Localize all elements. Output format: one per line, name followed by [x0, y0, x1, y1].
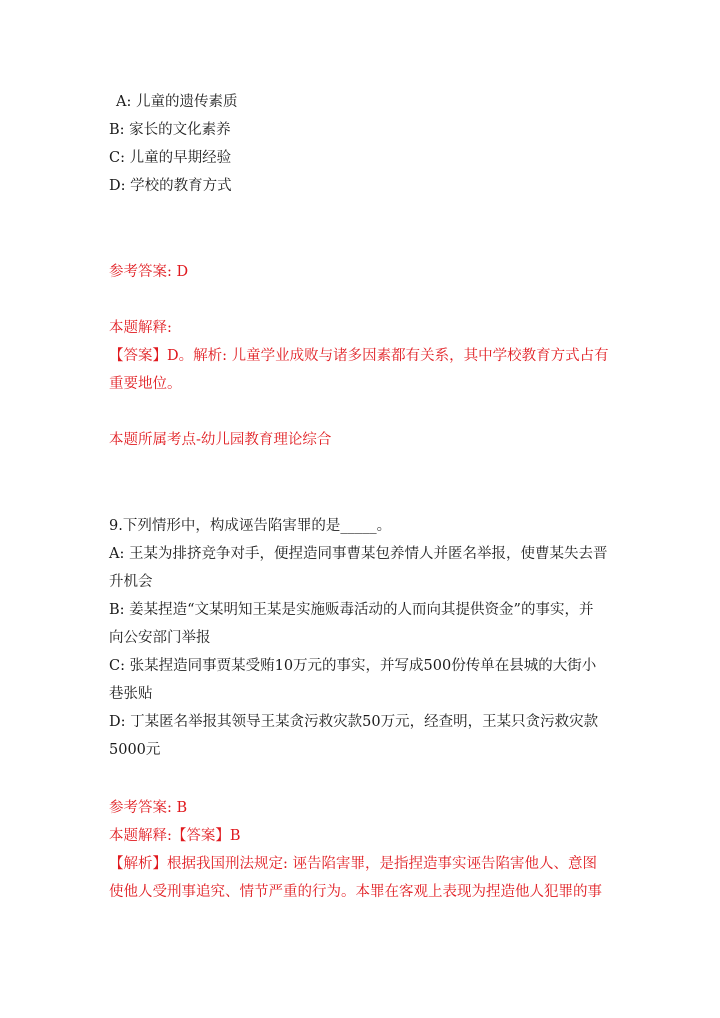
- option-d: D: 学校的教育方式: [109, 178, 232, 194]
- q9-option-b-line-1: B: 姜某捏造“文某明知王某是实施贩毒活动的人而向其提供资金”的事实，并: [109, 602, 594, 618]
- q9-reference-answer: 参考答案: B: [109, 800, 188, 816]
- q9-option-a-line-1: A: 王某为排挤竞争对手，便捏造同事曹某包养情人并匿名举报，使曹某失去晋: [109, 546, 608, 562]
- q9-option-c-line-2: 巷张贴: [109, 686, 153, 702]
- explanation-label: 本题解释:: [109, 320, 172, 336]
- topic-line: 本题所属考点-幼儿园教育理论综合: [109, 432, 332, 448]
- option-c: C: 儿童的早期经验: [109, 150, 232, 166]
- q9-option-d-line-1: D: 丁某匿名举报其领导王某贪污救灾款50万元，经查明，王某只贪污救灾款: [109, 714, 599, 730]
- q9-option-c-line-1: C: 张某捏造同事贾某受贿10万元的事实，并写成500份传单在县城的大街小: [109, 658, 597, 674]
- option-a: A: 儿童的遗传素质: [116, 94, 238, 110]
- q9-option-b-line-2: 向公安部门举报: [109, 630, 211, 646]
- explanation-line-1: 【答案】D。解析: 儿童学业成败与诸多因素都有关系，其中学校教育方式占有: [109, 348, 609, 364]
- option-b: B: 家长的文化素养: [109, 122, 231, 138]
- explanation-line-2: 重要地位。: [109, 376, 182, 392]
- q9-option-a-line-2: 升机会: [109, 574, 153, 590]
- question-stem: 9.下列情形中，构成诬告陷害罪的是_____。: [109, 518, 392, 534]
- q9-option-d-line-2: 5000元: [109, 742, 161, 758]
- q9-explanation-header: 本题解释:【答案】B: [109, 828, 241, 844]
- q9-analysis-line-1: 【解析】根据我国刑法规定: 诬告陷害罪，是指捏造事实诬告陷害他人、意图: [109, 856, 597, 872]
- q9-analysis-line-2: 使他人受刑事追究、情节严重的行为。本罪在客观上表现为捏造他人犯罪的事: [109, 884, 602, 900]
- reference-answer: 参考答案: D: [109, 264, 189, 280]
